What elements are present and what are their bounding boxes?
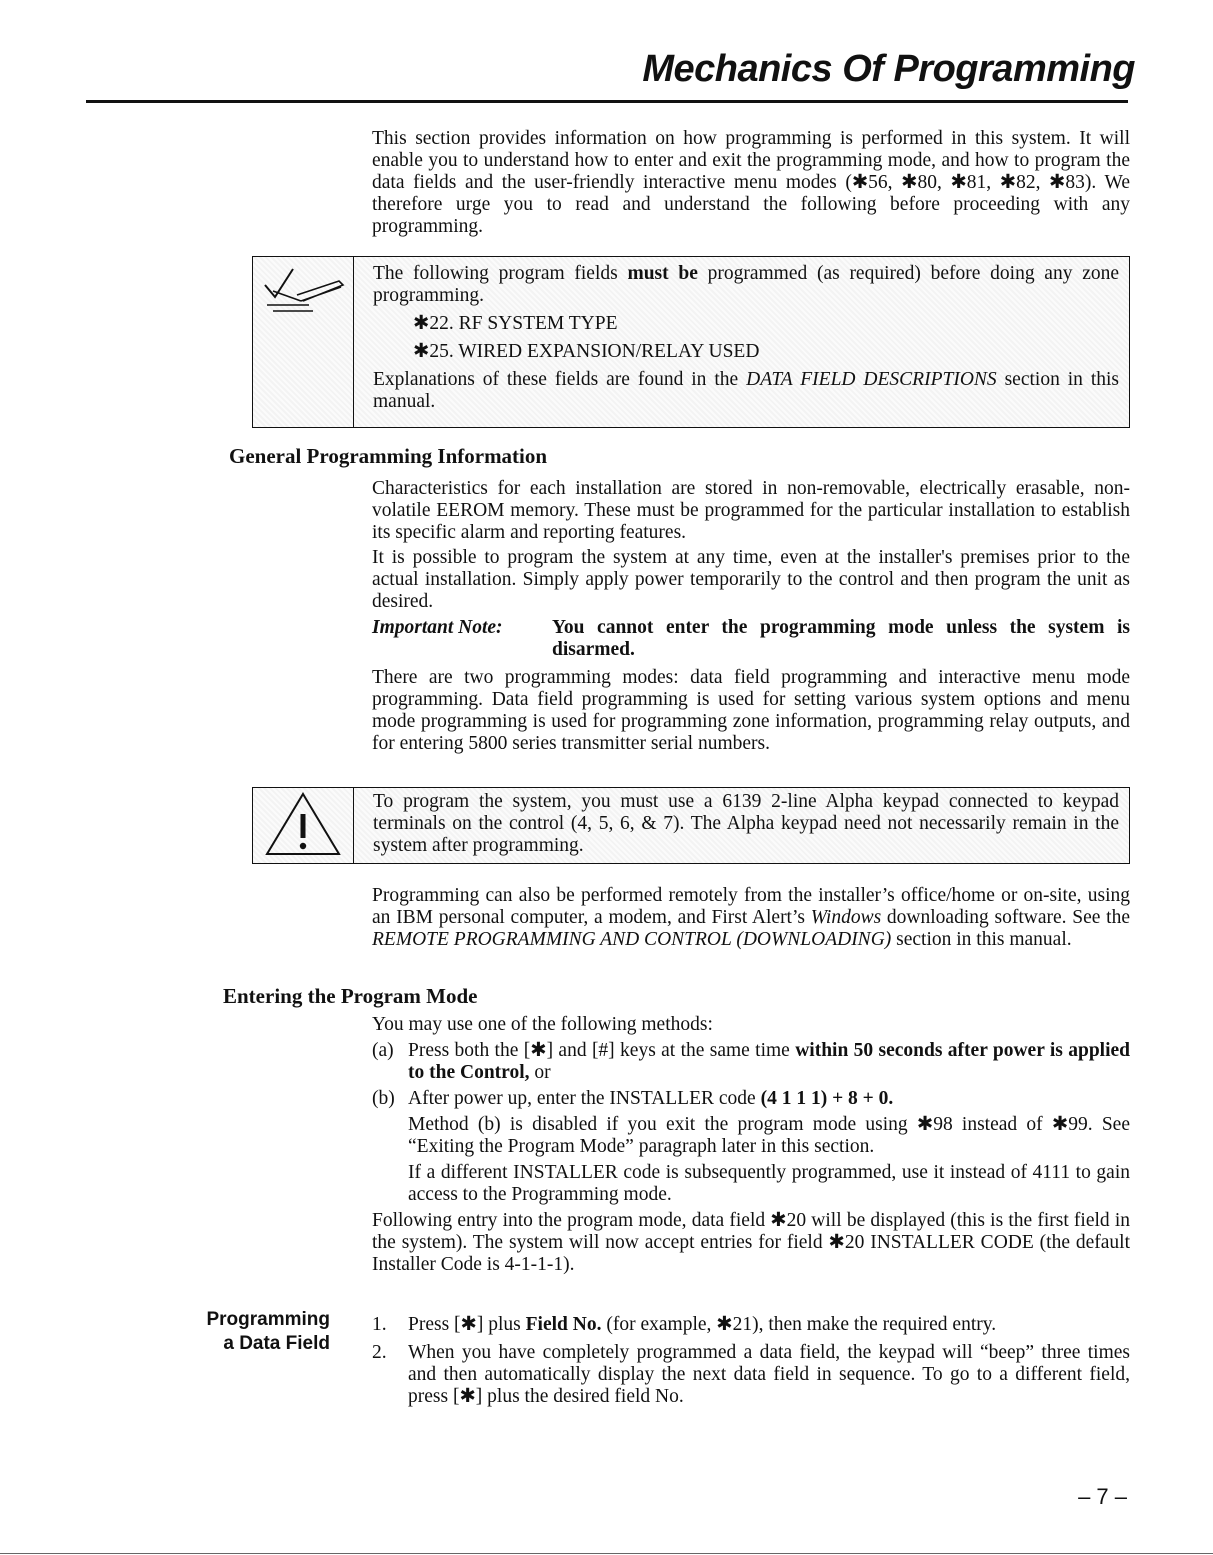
note2-text: To program the system, you must use a 6139 2-line Alpha keypad connected to keypad terminals on the control (4, 5, 6, & 7). The Alpha keypad need not necessarily remain in the system after programming. bbox=[373, 791, 1119, 856]
following-paragraph: Following entry into the program mode, data field ✱20 will be displayed (this is the first field in the system). The system will now accept entries for field ✱20 INSTALLER CODE (the default Installer Code is 4-1-1-1). bbox=[372, 1210, 1130, 1275]
remote-paragraph: Programming can also be performed remotely from the installer’s office/home or on-site, using an IBM personal computer, a modem, and First Alert’s Windows downloading software. See the REMOTE PROGRAMMING AND CONTROL (DOWNLOADING) section in this manual. bbox=[372, 885, 1130, 950]
general-p3: There are two programming modes: data field programming and interactive menu mode programming. Data field programming is used for setting various system options and menu mode programming is used for programming zone information, programming relay outputs, and for entering 5800 series transmitter serial numbers. bbox=[372, 667, 1130, 754]
general-heading: General Programming Information bbox=[229, 444, 548, 468]
note-box-required-fields bbox=[252, 256, 1130, 428]
note-field-22: ✱22. RF SYSTEM TYPE bbox=[413, 313, 618, 334]
general-section bbox=[372, 478, 1130, 755]
general-p1: Characteristics for each installation are stored in non-removable, electrically erasable, non-volatile EEROM memory. These must be programmed for the particular installation to establish its specific alarm and reporting features. bbox=[372, 478, 1130, 543]
note-expl-italic: DATA FIELD DESCRIPTIONS bbox=[746, 369, 997, 390]
page-title: Mechanics Of Programming bbox=[642, 48, 1135, 90]
note-must-be: must be bbox=[627, 263, 698, 284]
method-b-p3: If a different INSTALLER code is subsequently programmed, use it instead of 4111 to gain access to the Programming mode. bbox=[408, 1162, 1130, 1205]
warning-icon-cell bbox=[253, 788, 354, 863]
header-rule bbox=[86, 100, 1128, 103]
note-line1-pre: The following program fields bbox=[373, 263, 628, 284]
entering-section bbox=[372, 1014, 1130, 1276]
step-1: 1. Press [✱] plus Field No. (for example, ✱21), then make the required entry. bbox=[372, 1314, 997, 1335]
bottom-rule bbox=[0, 1553, 1213, 1554]
step-2: 2. When you have completely programmed a data field, the keypad will “beep” three times and then automatically display the next data field in sequence. To go to a different field, press [✱] plus the desired field No. bbox=[372, 1342, 1130, 1407]
important-note bbox=[372, 617, 1130, 661]
note-icon-cell bbox=[253, 257, 354, 427]
method-a: (a) Press both the [✱] and [#] keys at the same time within 50 seconds after power is applied to the Control, or bbox=[372, 1040, 1130, 1083]
intro-section bbox=[372, 128, 1130, 238]
datafield-side-heading: Programming a Data Field bbox=[206, 1309, 330, 1354]
note-line1-post: programmed (as required) before doing any zone programming. bbox=[373, 263, 1120, 306]
page-number: – 7 – bbox=[1078, 1484, 1127, 1509]
note-field-25: ✱25. WIRED EXPANSION/RELAY USED bbox=[413, 341, 760, 362]
general-p2: It is possible to program the system at any time, even at the installer's premises prior to the actual installation. Simply apply power temporarily to the control and then program the unit as desired. bbox=[372, 547, 1130, 612]
entering-heading: Entering the Program Mode bbox=[223, 984, 478, 1008]
note-box-keypad bbox=[252, 787, 1130, 864]
method-b-p2: Method (b) is disabled if you exit the program mode using ✱98 instead of ✱99. See “Exiting the Program Mode” paragraph later in this section. bbox=[408, 1114, 1130, 1157]
note-text bbox=[373, 263, 1119, 413]
datafield-section bbox=[372, 1314, 1130, 1408]
note2-text-block bbox=[373, 791, 1119, 857]
entering-intro: You may use one of the following methods: bbox=[372, 1014, 713, 1035]
remote-section bbox=[372, 885, 1130, 951]
checkmark-pencil-icon bbox=[253, 261, 353, 321]
important-label: Important Note: bbox=[372, 617, 503, 638]
intro-paragraph: This section provides information on how programming is performed in this system. It will enable you to understand how to enter and exit the programming mode, and how to program the data fields and the user-friendly interactive menu modes (✱56, ✱80, ✱81, ✱82, ✱83). We therefore urge you to read and understand the following before proceeding with any programming. bbox=[372, 128, 1130, 237]
note-expl-pre: Explanations of these fields are found in the bbox=[373, 369, 747, 390]
note-expl-post: section in this manual. bbox=[373, 369, 1120, 412]
method-b: (b) After power up, enter the INSTALLER code (4 1 1 1) + 8 + 0. Method (b) is disabled if you exit the program mode using ✱98 instead of ✱99. See “Exiting the Program Mode” paragraph later in this section. If a different INSTALLER code is subsequently programmed, use it instead of 4111 to gain access to the Programming mode. bbox=[372, 1088, 1130, 1205]
important-text: You cannot enter the programming mode unless the system is disarmed. bbox=[552, 617, 1130, 660]
warning-icon bbox=[253, 788, 353, 860]
